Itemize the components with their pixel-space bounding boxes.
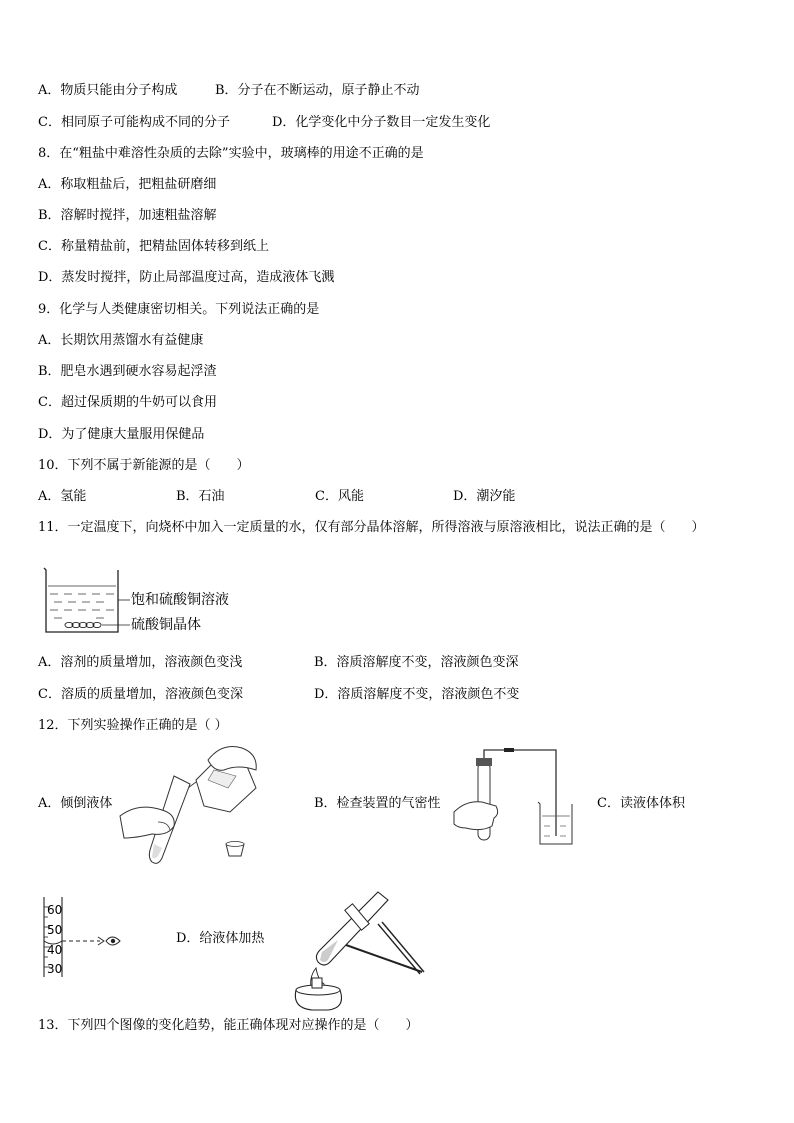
q9-option-c: C．超过保质期的牛奶可以食用 [38,395,217,410]
q12-option-a: A．倾倒液体 [38,796,113,811]
q12-option-c: C．读液体体积 [597,796,685,811]
q7-option-b: B．分子在不断运动，原子静止不动 [215,83,420,98]
q8-stem: 8．在“粗盐中难溶性杂质的去除”实验中，玻璃棒的用途不正确的是 [38,146,424,161]
q7-option-d: D．化学变化中分子数目一定发生变化 [272,115,491,130]
label-saturated-solution: 饱和硫酸铜溶液 [131,592,229,608]
q10-stem: 10．下列不属于新能源的是（ ） [38,458,250,473]
q8-option-b: B．溶解时搅拌，加速粗盐溶解 [38,208,217,223]
q8-option-c: C．称量精盐前，把精盐固体转移到纸上 [38,239,269,254]
q12-stem: 12．下列实验操作正确的是（ ） [38,718,228,733]
q8-option-a: A．称取粗盐后，把粗盐研磨细 [38,177,217,192]
q10-option-d: D．潮汐能 [453,489,516,504]
q7-option-c: C．相同原子可能构成不同的分子 [38,115,230,130]
scale-label-40: 40 [47,943,63,957]
beaker-figure [40,564,130,636]
q10-option-a: A．氢能 [38,489,87,504]
scale-label-60: 60 [47,903,63,917]
q11-option-c: C．溶质的质量增加，溶液颜色变深 [38,687,243,702]
q13-stem: 13．下列四个图像的变化趋势，能正确体现对应操作的是（ ） [38,1018,419,1033]
q11-stem: 11．一定温度下，向烧杯中加入一定质量的水，仅有部分晶体溶解，所得溶液与原溶液相比，说法正确的是（ ） [38,520,705,535]
scale-label-30: 30 [47,962,63,976]
q9-stem: 9．化学与人类健康密切相关。下列说法正确的是 [38,302,320,317]
q10-option-b: B．石油 [176,489,225,504]
q9-option-a: A．长期饮用蒸馏水有益健康 [38,333,204,348]
q10-option-c: C．风能 [315,489,364,504]
q12-option-d: D．给液体加热 [176,931,265,946]
q9-option-d: D．为了健康大量服用保健品 [38,427,205,442]
q9-option-b: B．肥皂水遇到硬水容易起浮渣 [38,364,217,379]
scale-label-50: 50 [47,923,63,937]
q11-option-b: B．溶质溶解度不变，溶液颜色变深 [314,655,519,670]
airtightness-check-figure [452,744,578,850]
q12-option-b: B．检查装置的气密性 [314,796,441,811]
label-crystal: 硫酸铜晶体 [131,617,201,633]
q8-option-d: D．蒸发时搅拌，防止局部温度过高，造成液体飞溅 [38,270,335,285]
q7-option-a: A．物质只能由分子构成 [38,83,178,98]
heating-liquid-figure [282,884,428,1014]
q11-option-a: A．溶剂的质量增加，溶液颜色变浅 [38,655,243,670]
pouring-liquid-figure [118,740,268,868]
q11-option-d: D．溶质溶解度不变，溶液颜色不变 [314,687,520,702]
